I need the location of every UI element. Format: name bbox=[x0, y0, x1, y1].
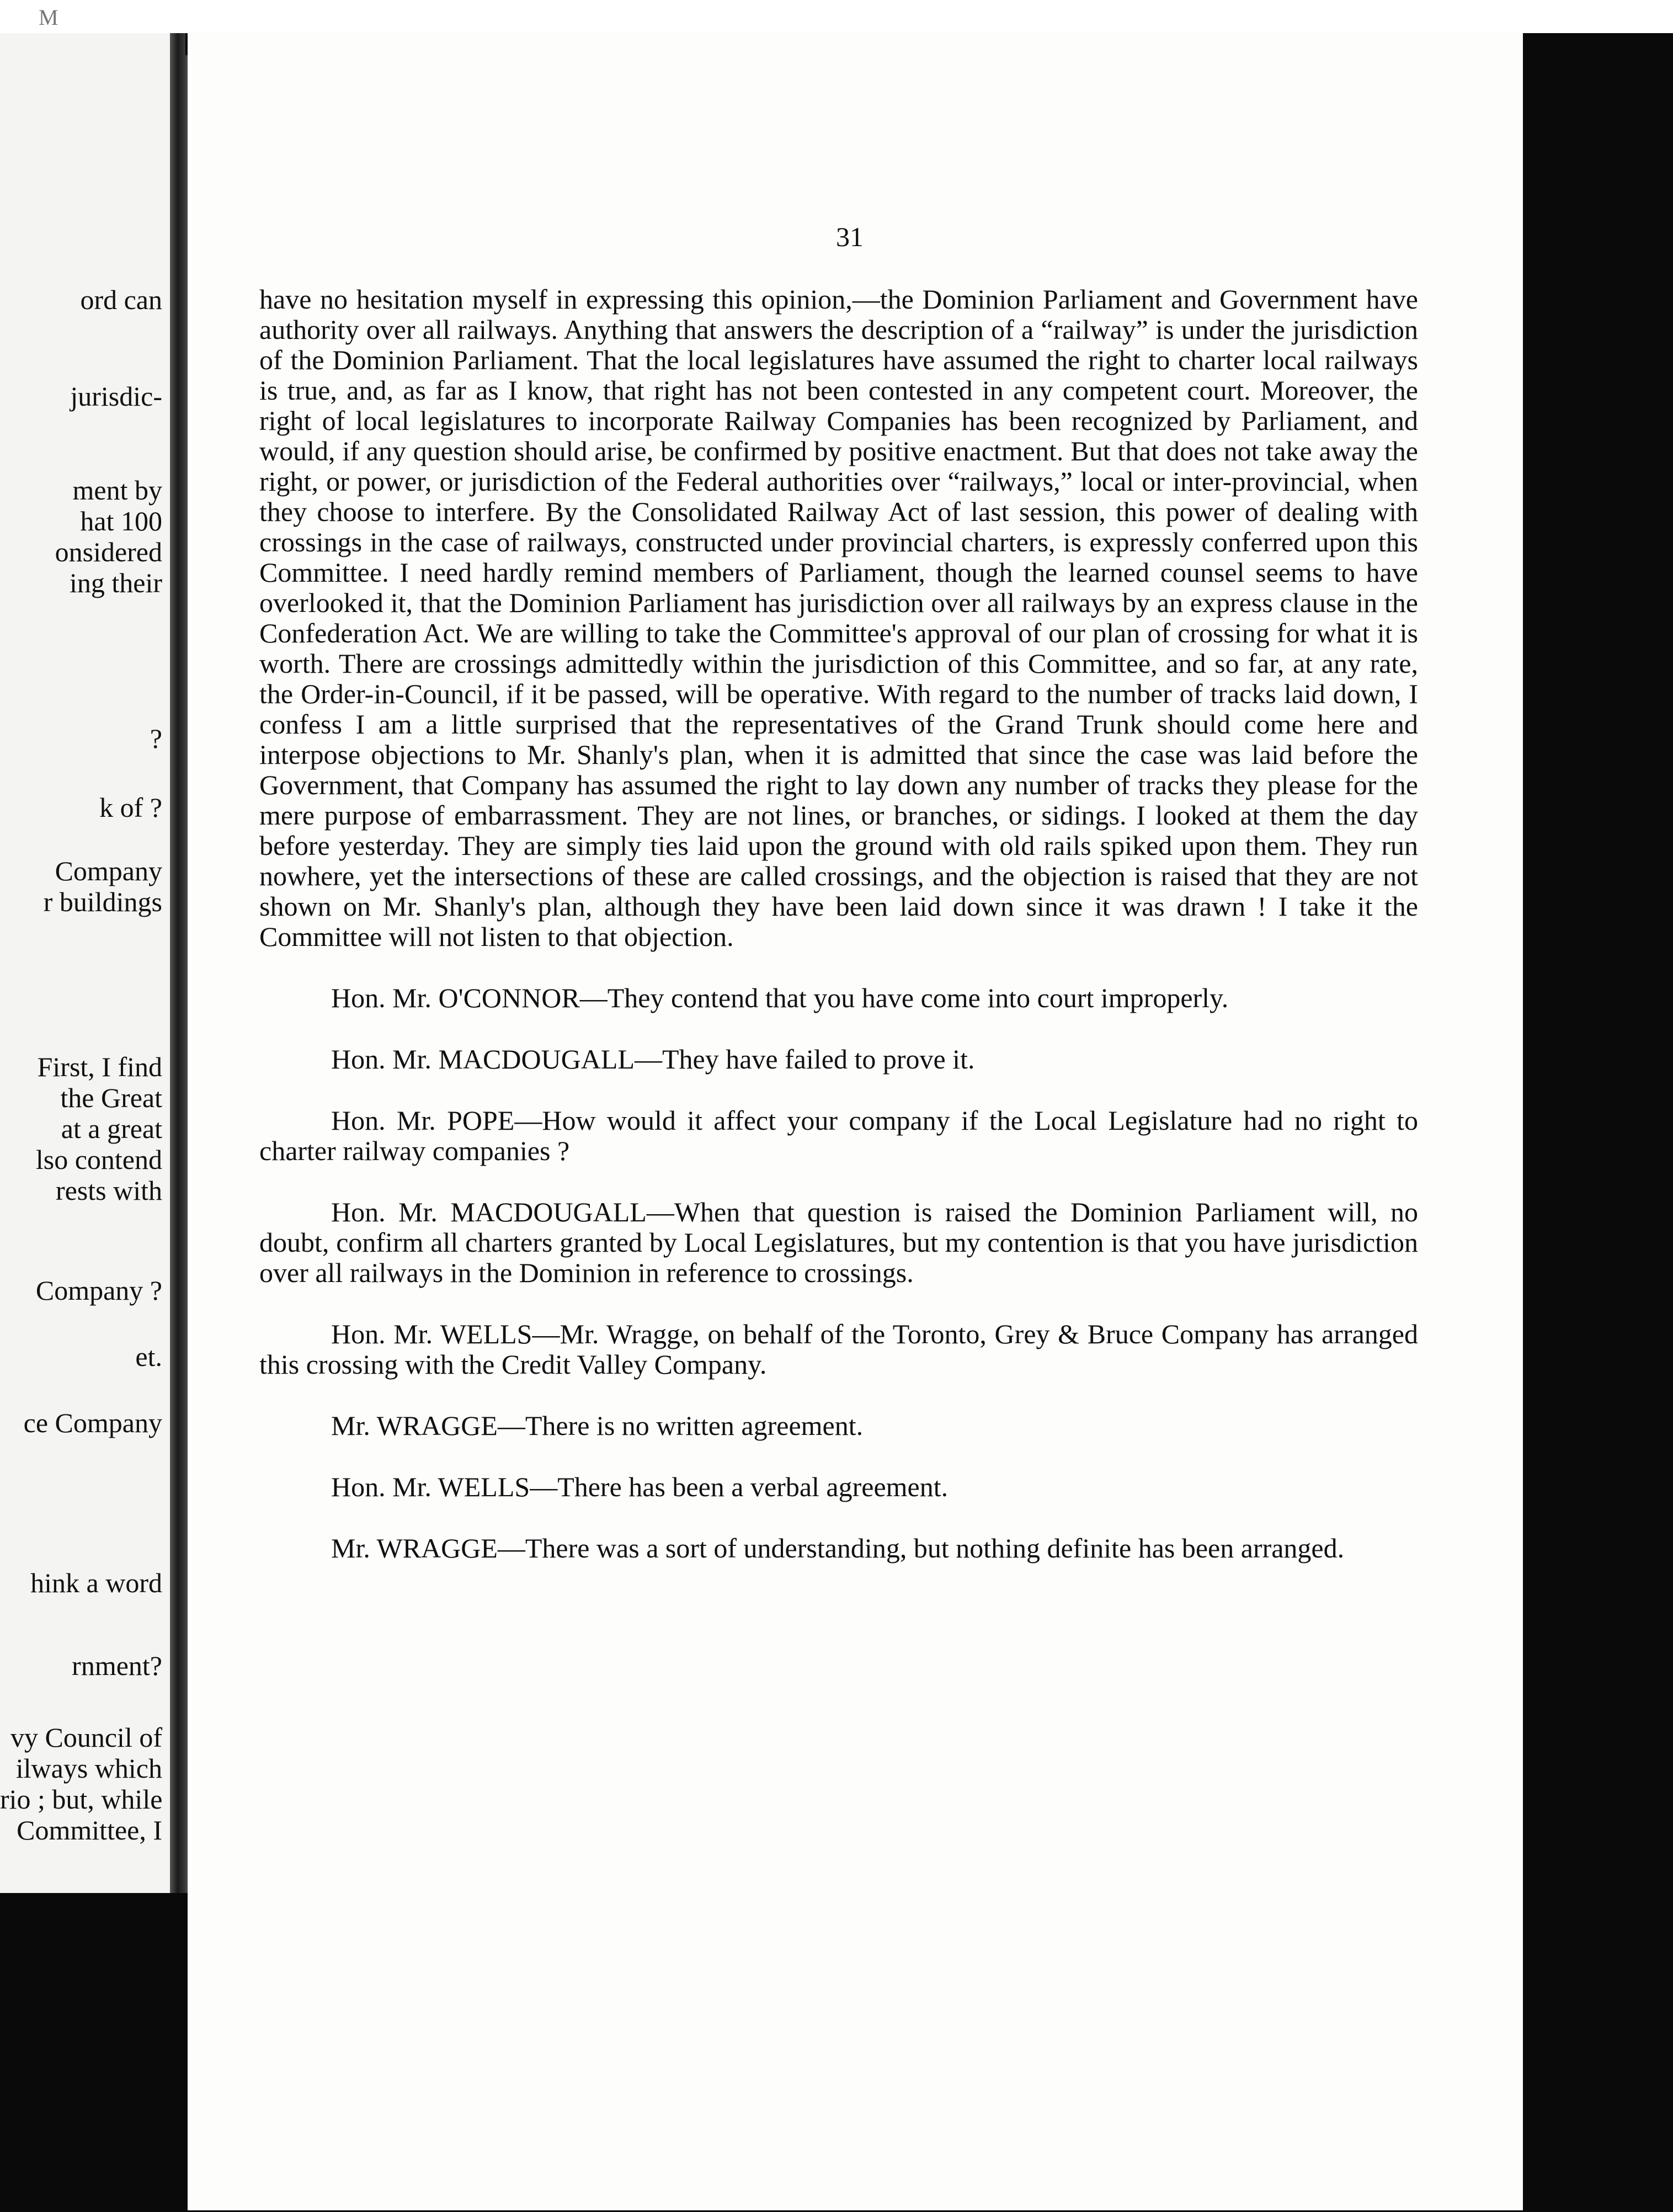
top-margin bbox=[0, 0, 1673, 33]
left-fragment: ? bbox=[150, 723, 162, 754]
speech-text: —They have failed to prove it. bbox=[635, 1044, 975, 1075]
left-fragment: First, I find bbox=[37, 1051, 162, 1082]
left-fragment: at a great bbox=[61, 1113, 162, 1144]
left-fragment: rests with bbox=[55, 1175, 162, 1206]
left-fragment: ord can bbox=[80, 284, 162, 315]
left-fragment: Committee, I bbox=[17, 1815, 162, 1846]
facing-page-left bbox=[0, 33, 170, 1893]
left-fragment: vy Council of bbox=[10, 1722, 162, 1753]
speech-paragraph bbox=[259, 1105, 1418, 1166]
speaker-name: Mr. WRAGGE bbox=[331, 1410, 498, 1441]
speech-paragraph bbox=[259, 1411, 1418, 1441]
speaker-name: Hon. Mr. MACDOUGALL bbox=[331, 1044, 635, 1075]
left-fragment: r buildings bbox=[43, 886, 162, 917]
speech-paragraph bbox=[259, 1319, 1418, 1380]
left-fragment: ilways which bbox=[15, 1753, 162, 1784]
speaker-name: Hon. Mr. WELLS bbox=[331, 1318, 532, 1349]
speech-text: —There is no written agreement. bbox=[497, 1410, 864, 1441]
corner-mark: M bbox=[39, 5, 58, 30]
left-fragment: hink a word bbox=[30, 1567, 162, 1598]
left-fragment: ment by bbox=[72, 475, 162, 506]
speech-paragraph bbox=[259, 983, 1418, 1013]
book-gutter bbox=[170, 33, 185, 1893]
left-fragment: et. bbox=[135, 1341, 162, 1372]
speech-text: —There was a sort of understanding, but nothing definite has been arranged. bbox=[497, 1533, 1345, 1564]
speech-text: —They contend that you have come into court improperly. bbox=[579, 982, 1229, 1013]
speech-paragraph bbox=[259, 1533, 1418, 1564]
speech-text: —How would it affect your company if the Local Legislature had no right to charter railway companies ? bbox=[259, 1105, 1418, 1166]
speech-text: —There has been a verbal agreement. bbox=[530, 1471, 949, 1502]
left-fragment: hat 100 bbox=[80, 506, 162, 536]
left-fragment: k of ? bbox=[99, 792, 162, 823]
speaker-name: Mr. WRAGGE bbox=[331, 1533, 498, 1564]
speaker-name: Hon. Mr. O'CONNOR bbox=[331, 982, 580, 1013]
left-fragment: onsidered bbox=[55, 536, 162, 567]
page-number: 31 bbox=[836, 221, 864, 252]
speech-text: —Mr. Wragge, on behalf of the Toronto, Grey & Bruce Company has arranged this crossing with the Credit Valley Company. bbox=[259, 1318, 1418, 1380]
left-fragment: jurisdic- bbox=[70, 381, 162, 412]
left-fragment: the Great bbox=[60, 1082, 162, 1113]
left-fragment: Company ? bbox=[35, 1275, 162, 1306]
speech-text: —When that question is raised the Dominion Parliament will, no doubt, confirm all charters granted by Local Legislatures, but my contention is that you have jurisdiction over all railways in the Dominion in reference to crossings. bbox=[259, 1197, 1419, 1288]
speaker-name: Hon. Mr. WELLS bbox=[331, 1471, 530, 1502]
right-page bbox=[188, 33, 1523, 2210]
speech-paragraph bbox=[259, 1472, 1418, 1502]
page-body bbox=[259, 284, 1418, 1564]
speaker-name: Hon. Mr. MACDOUGALL bbox=[331, 1197, 647, 1227]
left-fragment: rio ; but, while bbox=[0, 1784, 163, 1815]
speech-paragraph bbox=[259, 1197, 1418, 1288]
left-fragment: lso contend bbox=[35, 1144, 162, 1175]
speaker-name: Hon. Mr. POPE bbox=[331, 1105, 515, 1136]
left-fragment: Company bbox=[55, 855, 162, 886]
left-fragment: ce Company bbox=[23, 1407, 162, 1438]
left-fragment: ing their bbox=[69, 567, 162, 598]
body-paragraph: have no hesitation myself in expressing this opinion,—the Dominion Parliament and Government have authority over all railways. Anything that answers the description of a “railway” is under the jurisdiction of the Dominion Parliament. That the local legislatures have assumed the right to charter local railways is true, and, as far as I know, that right has not been contested in any competent court. Moreover, the right of local legislatures to incorporate Railway Companies has been recognized by Parliament, and would, if any question should arise, be confirmed by positive enactment. But that does not take away the right, or power, or jurisdiction of the Federal authorities over “railways,” local or inter-provincial, when they choose to interfere. By the Consolidated Railway Act of last session, this power of dealing with crossings in the case of railways, constructed under provincial charters, is expressly conferred upon this Committee. I need hardly remind members of Parliament, though the learned counsel seems to have overlooked it, that the Dominion Parliament has jurisdiction over all railways by an express clause in the Confederation Act. We are willing to take the Committee's approval of our plan of crossing for what it is worth. There are crossings admittedly within the jurisdiction of this Committee, and so far, at any rate, the Order-in-Council, if it be passed, will be operative. With regard to the number of tracks laid down, I confess I am a little surprised that the representatives of the Grand Trunk should come here and interpose objections to Mr. Shanly's plan, when it is admitted that since the case was laid before the Government, that Company has assumed the right to lay down any number of tracks they please for the mere purpose of embarrassment. They are not lines, or branches, or sidings. I looked at them the day before yesterday. They are simply ties laid upon the ground with old rails spiked upon them. They run nowhere, yet the intersections of these are called crossings, and the objection is raised that they are not shown on Mr. Shanly's plan, although they have been laid down since it was drawn ! I take it the Committee will not listen to that objection. bbox=[259, 284, 1418, 952]
left-fragment: rnment? bbox=[72, 1650, 162, 1681]
speech-paragraph bbox=[259, 1044, 1418, 1075]
